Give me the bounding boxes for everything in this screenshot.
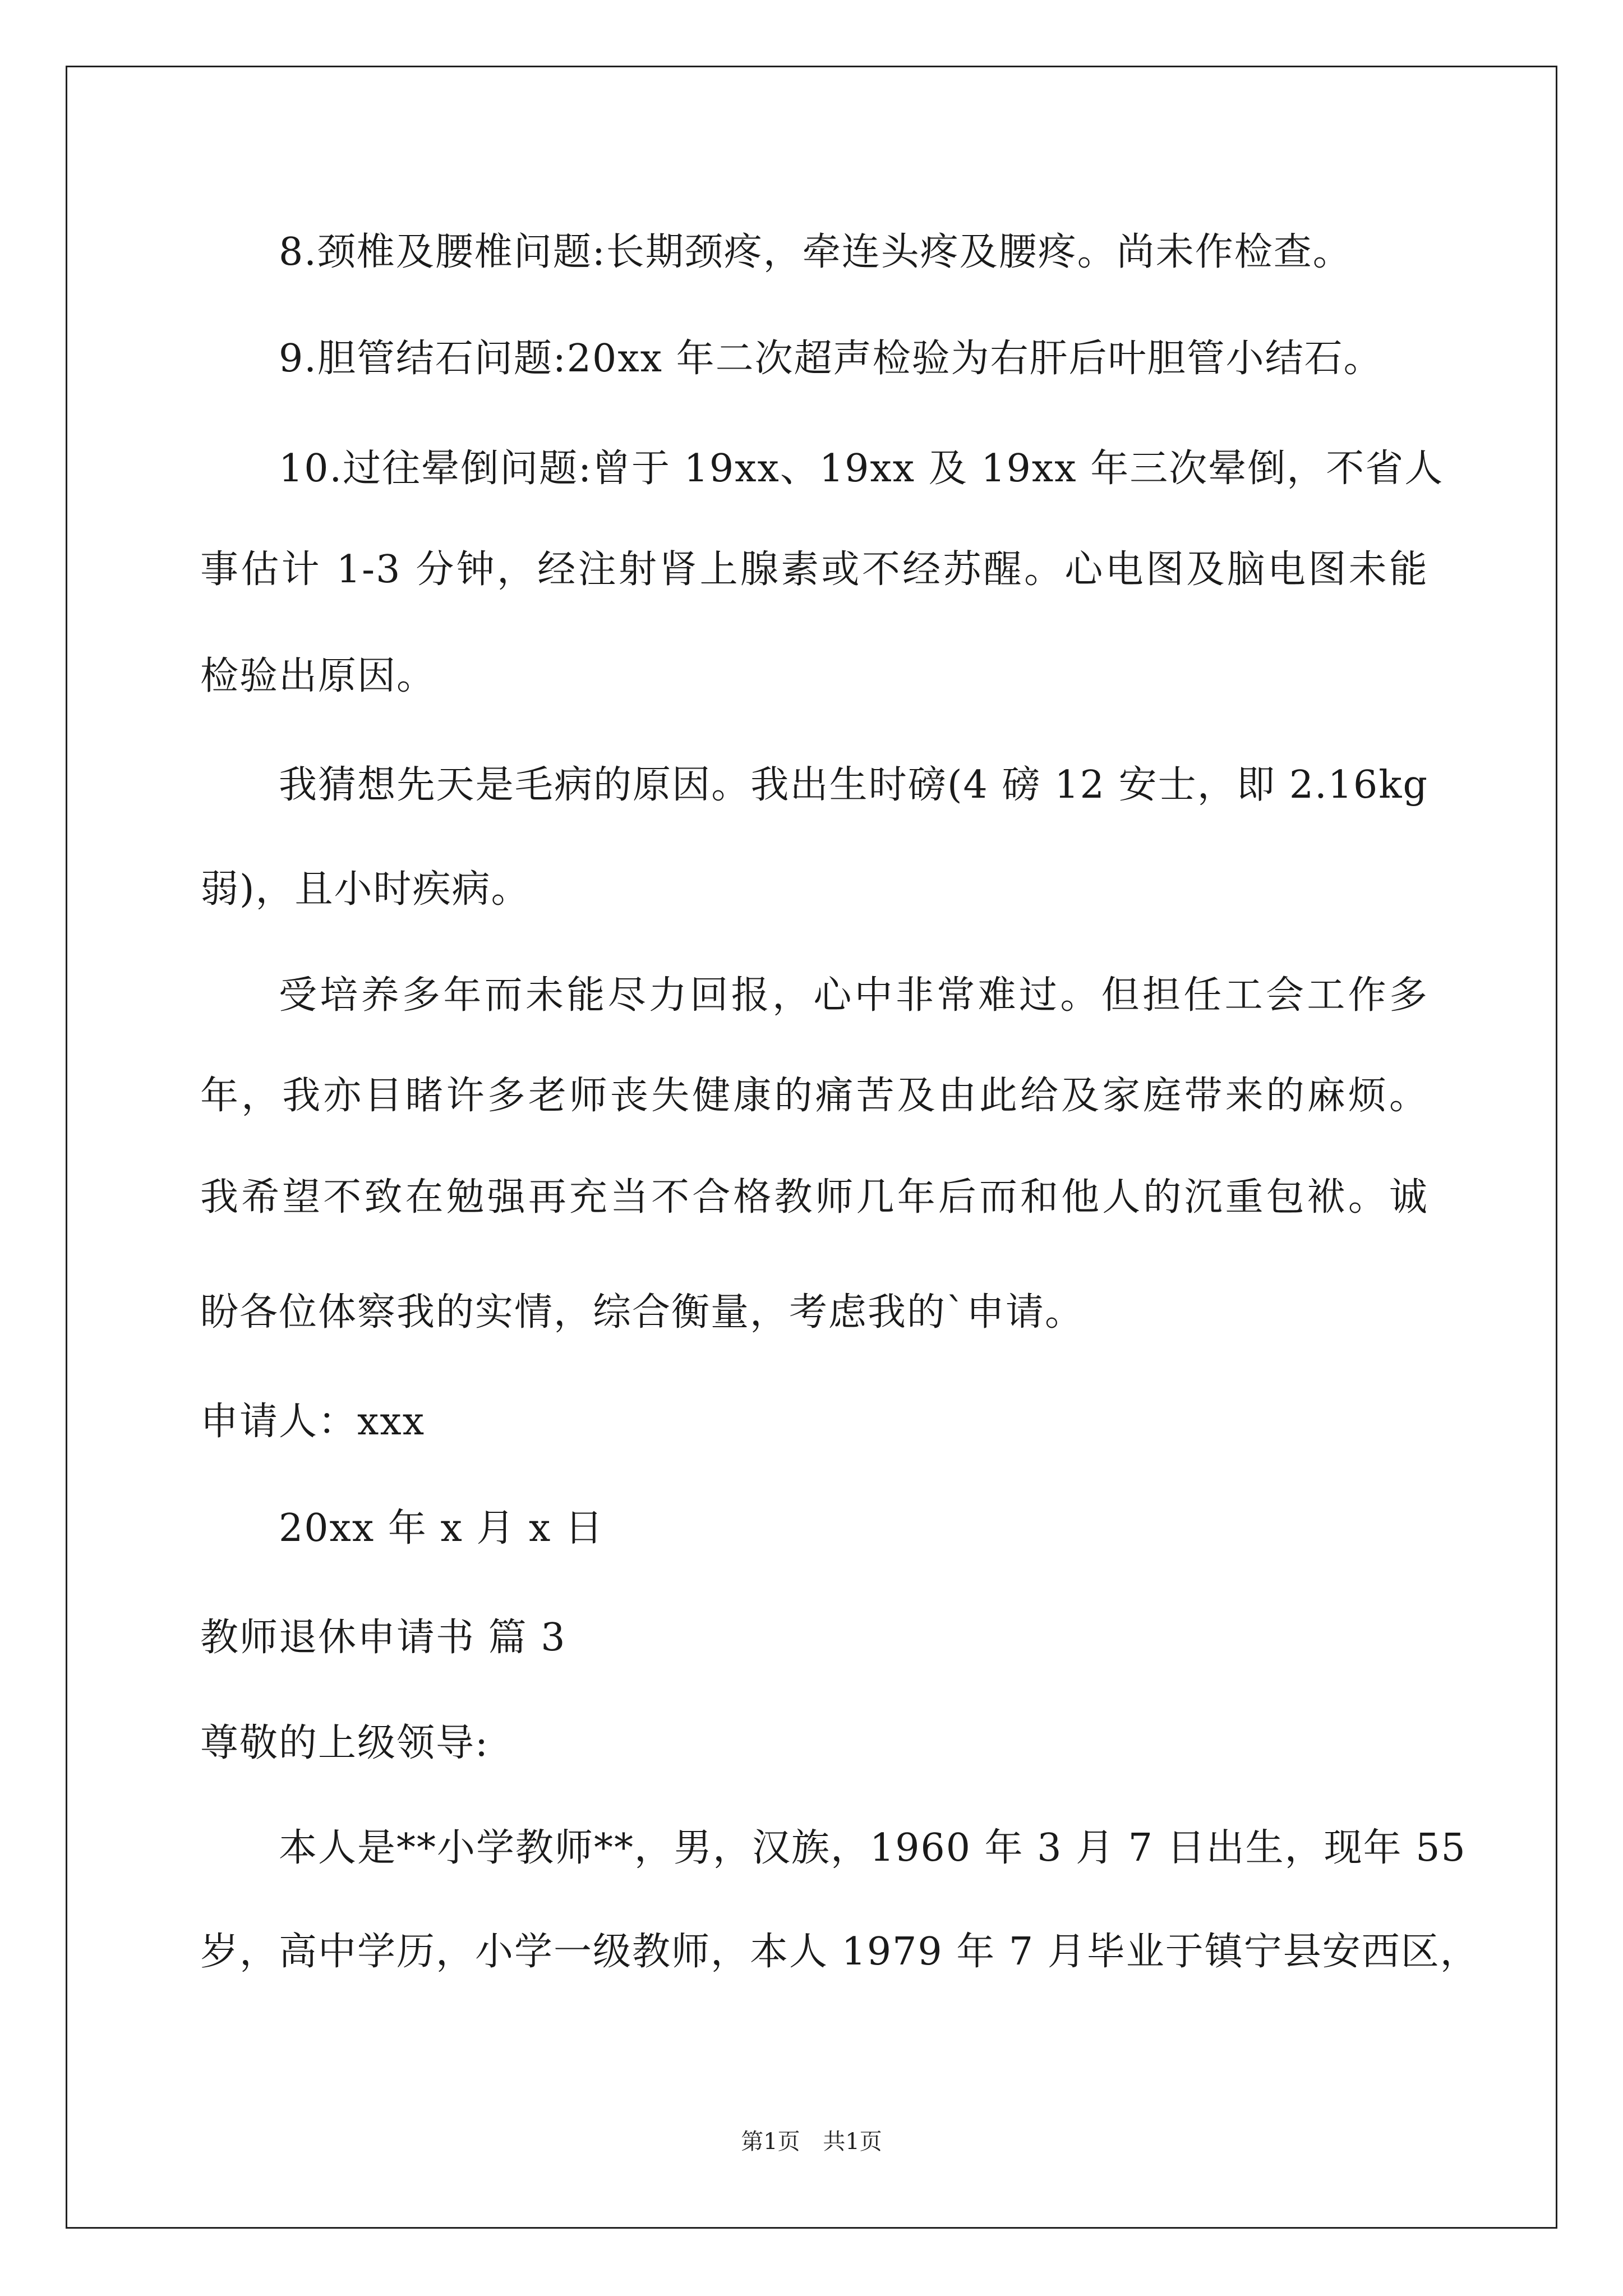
page-number: 第1页 xyxy=(741,2129,800,2155)
page-total: 共1页 xyxy=(823,2129,882,2155)
paragraph-line: 事估计 1-3 分钟，经注射肾上腺素或不经苏醒。心电图及脑电图未能 xyxy=(200,547,1428,592)
paragraph-line: 我猜想先天是毛病的原因。我出生时磅(4 磅 12 安士，即 2.16kg xyxy=(279,763,1428,807)
date-line: 20xx 年 x 月 x 日 xyxy=(279,1506,605,1550)
paragraph-line: 检验出原因。 xyxy=(200,654,436,698)
paragraph-line: 10.过往晕倒问题:曾于 19xx、19xx 及 19xx 年三次晕倒，不省人 xyxy=(279,447,1444,491)
paragraph-line: 9.胆管结石问题:20xx 年二次超声检验为右肝后叶胆管小结石。 xyxy=(279,337,1383,381)
paragraph-line: 盼各位体察我的实情，综合衡量，考虑我的`申请。 xyxy=(200,1290,1085,1335)
paragraph-line: 岁，高中学历，小学一级教师，本人 1979 年 7 月毕业于镇宁县安西区， xyxy=(200,1930,1479,1974)
page-footer xyxy=(0,2125,1623,2159)
section-heading: 教师退休申请书 篇 3 xyxy=(200,1616,566,1660)
applicant-line: 申请人：xxx xyxy=(200,1400,426,1444)
salutation-line: 尊敬的上级领导: xyxy=(200,1721,489,1765)
paragraph-line: 8.颈椎及腰椎问题:长期颈疼，牵连头疼及腰疼。尚未作检查。 xyxy=(279,230,1352,274)
paragraph-line: 年，我亦目睹许多老师丧失健康的痛苦及由此给及家庭带来的麻烦。 xyxy=(200,1074,1428,1118)
paragraph-line: 受培养多年而未能尽力回报，心中非常难过。但担任工会工作多 xyxy=(279,973,1428,1018)
paragraph-line: 弱)，且小时疾病。 xyxy=(200,867,531,912)
paragraph-line: 本人是**小学教师**，男，汉族，1960 年 3 月 7 日出生，现年 55 xyxy=(279,1826,1467,1870)
page-border xyxy=(66,66,1557,2229)
paragraph-line: 我希望不致在勉强再充当不合格教师几年后而和他人的沉重包袱。诚 xyxy=(200,1175,1428,1220)
